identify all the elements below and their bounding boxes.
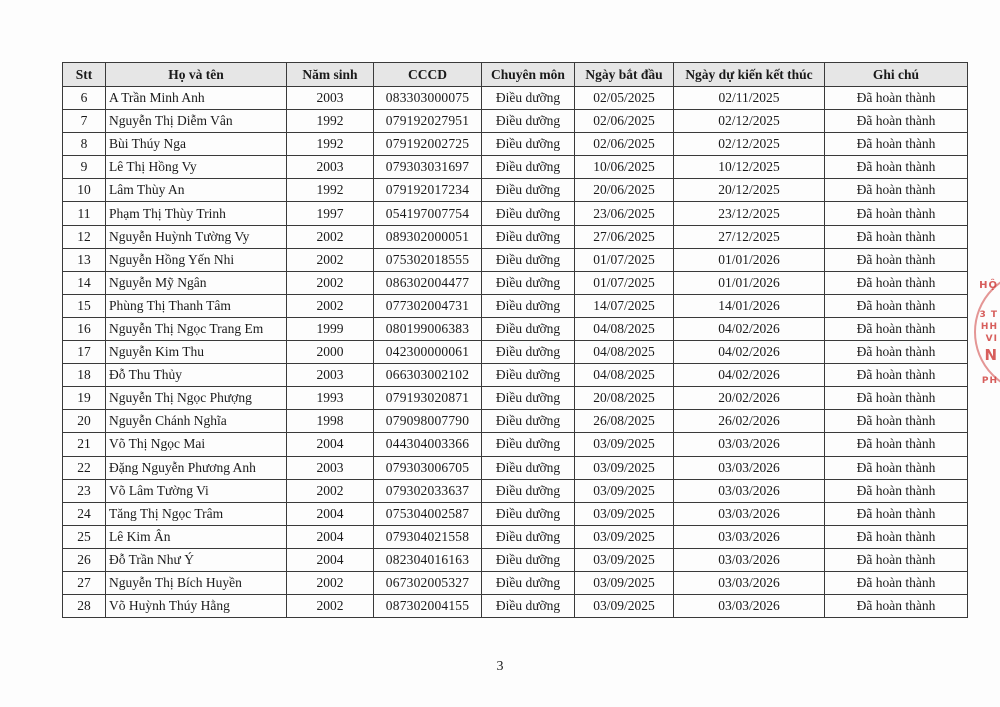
- cell-cccd: 066303002102: [374, 364, 482, 387]
- cell-stt: 15: [63, 294, 106, 317]
- cell-birth-year: 2002: [287, 271, 374, 294]
- cell-note: Đã hoàn thành: [825, 156, 968, 179]
- cell-major: Điều dưỡng: [482, 294, 575, 317]
- cell-birth-year: 1997: [287, 202, 374, 225]
- table-row: [63, 571, 968, 594]
- cell-name: Phạm Thị Thùy Trinh: [106, 202, 287, 225]
- table-row: [63, 87, 968, 110]
- cell-note: Đã hoàn thành: [825, 364, 968, 387]
- cell-cccd: 079192017234: [374, 179, 482, 202]
- cell-major: Điều dưỡng: [482, 133, 575, 156]
- cell-cccd: 087302004155: [374, 595, 482, 618]
- cell-end-date: 03/03/2026: [674, 479, 825, 502]
- cell-stt: 24: [63, 502, 106, 525]
- cell-stt: 8: [63, 133, 106, 156]
- cell-name: Đỗ Trần Như Ý: [106, 548, 287, 571]
- header-stt: Stt: [63, 63, 106, 87]
- cell-name: Phùng Thị Thanh Tâm: [106, 294, 287, 317]
- cell-name: Đặng Nguyễn Phương Anh: [106, 456, 287, 479]
- cell-birth-year: 1999: [287, 317, 374, 340]
- cell-note: Đã hoàn thành: [825, 525, 968, 548]
- header-name: Họ và tên: [106, 63, 287, 87]
- cell-cccd: 080199006383: [374, 317, 482, 340]
- cell-name: Đỗ Thu Thủy: [106, 364, 287, 387]
- cell-cccd: 044304003366: [374, 433, 482, 456]
- cell-end-date: 02/12/2025: [674, 133, 825, 156]
- header-end-date: Ngày dự kiến kết thúc: [674, 63, 825, 87]
- cell-name: Võ Thị Ngọc Mai: [106, 433, 287, 456]
- table-row: [63, 156, 968, 179]
- cell-cccd: 079192002725: [374, 133, 482, 156]
- page-number: 3: [496, 659, 504, 674]
- cell-major: Điều dưỡng: [482, 87, 575, 110]
- cell-stt: 27: [63, 571, 106, 594]
- table-row: [63, 456, 968, 479]
- cell-note: Đã hoàn thành: [825, 317, 968, 340]
- cell-major: Điều dưỡng: [482, 110, 575, 133]
- cell-note: Đã hoàn thành: [825, 410, 968, 433]
- cell-end-date: 04/02/2026: [674, 341, 825, 364]
- cell-birth-year: 1992: [287, 133, 374, 156]
- cell-stt: 14: [63, 271, 106, 294]
- cell-major: Điều dưỡng: [482, 341, 575, 364]
- cell-end-date: 03/03/2026: [674, 595, 825, 618]
- seal-text-line: HH: [980, 322, 998, 332]
- cell-cccd: 079098007790: [374, 410, 482, 433]
- cell-start-date: 02/06/2025: [575, 110, 674, 133]
- cell-stt: 26: [63, 548, 106, 571]
- cell-birth-year: 2002: [287, 571, 374, 594]
- cell-name: Nguyễn Huỳnh Tường Vy: [106, 225, 287, 248]
- cell-start-date: 03/09/2025: [575, 571, 674, 594]
- cell-start-date: 04/08/2025: [575, 364, 674, 387]
- cell-birth-year: 2002: [287, 595, 374, 618]
- cell-name: Nguyễn Chánh Nghĩa: [106, 410, 287, 433]
- cell-end-date: 01/01/2026: [674, 271, 825, 294]
- cell-end-date: 03/03/2026: [674, 502, 825, 525]
- cell-end-date: 26/02/2026: [674, 410, 825, 433]
- cell-cccd: 077302004731: [374, 294, 482, 317]
- cell-end-date: 20/02/2026: [674, 387, 825, 410]
- cell-birth-year: 2002: [287, 479, 374, 502]
- cell-end-date: 20/12/2025: [674, 179, 825, 202]
- cell-stt: 6: [63, 87, 106, 110]
- seal-text-line: 3 T: [979, 310, 998, 320]
- cell-note: Đã hoàn thành: [825, 202, 968, 225]
- cell-start-date: 02/06/2025: [575, 133, 674, 156]
- cell-stt: 12: [63, 225, 106, 248]
- cell-stt: 13: [63, 248, 106, 271]
- cell-birth-year: 2004: [287, 433, 374, 456]
- header-major: Chuyên môn: [482, 63, 575, 87]
- cell-major: Điều dưỡng: [482, 248, 575, 271]
- table-row: [63, 479, 968, 502]
- seal-text-line: PH: [981, 376, 998, 386]
- table-row: [63, 525, 968, 548]
- cell-birth-year: 1992: [287, 110, 374, 133]
- cell-major: Điều dưỡng: [482, 410, 575, 433]
- table-row: [63, 248, 968, 271]
- cell-note: Đã hoàn thành: [825, 133, 968, 156]
- cell-start-date: 03/09/2025: [575, 479, 674, 502]
- cell-start-date: 20/06/2025: [575, 179, 674, 202]
- cell-end-date: 04/02/2026: [674, 364, 825, 387]
- cell-birth-year: 2003: [287, 156, 374, 179]
- cell-cccd: 054197007754: [374, 202, 482, 225]
- header-birth-year: Năm sinh: [287, 63, 374, 87]
- cell-cccd: 075302018555: [374, 248, 482, 271]
- table-row: [63, 202, 968, 225]
- table-row: [63, 317, 968, 340]
- cell-name: Võ Lâm Tường Vi: [106, 479, 287, 502]
- cell-end-date: 03/03/2026: [674, 456, 825, 479]
- cell-end-date: 02/11/2025: [674, 87, 825, 110]
- cell-end-date: 04/02/2026: [674, 317, 825, 340]
- cell-start-date: 03/09/2025: [575, 502, 674, 525]
- cell-end-date: 23/12/2025: [674, 202, 825, 225]
- stamp-seal-fragment: [968, 262, 1000, 402]
- cell-major: Điều dưỡng: [482, 156, 575, 179]
- cell-start-date: 03/09/2025: [575, 456, 674, 479]
- cell-birth-year: 2003: [287, 456, 374, 479]
- table-row: [63, 225, 968, 248]
- cell-cccd: 042300000061: [374, 341, 482, 364]
- cell-cccd: 079193020871: [374, 387, 482, 410]
- cell-cccd: 086302004477: [374, 271, 482, 294]
- cell-note: Đã hoàn thành: [825, 271, 968, 294]
- cell-cccd: 079304021558: [374, 525, 482, 548]
- cell-cccd: 083303000075: [374, 87, 482, 110]
- cell-major: Điều dưỡng: [482, 571, 575, 594]
- table-row: [63, 179, 968, 202]
- cell-start-date: 04/08/2025: [575, 341, 674, 364]
- seal-text-line: N: [984, 346, 998, 364]
- cell-major: Điều dưỡng: [482, 525, 575, 548]
- cell-end-date: 03/03/2026: [674, 525, 825, 548]
- cell-end-date: 03/03/2026: [674, 548, 825, 571]
- cell-name: Nguyễn Thị Ngọc Phượng: [106, 387, 287, 410]
- cell-note: Đã hoàn thành: [825, 456, 968, 479]
- cell-stt: 17: [63, 341, 106, 364]
- table-body: [63, 87, 968, 618]
- header-start-date: Ngày bắt đầu: [575, 63, 674, 87]
- cell-stt: 23: [63, 479, 106, 502]
- cell-name: Nguyễn Mỹ Ngân: [106, 271, 287, 294]
- cell-start-date: 01/07/2025: [575, 248, 674, 271]
- cell-note: Đã hoàn thành: [825, 294, 968, 317]
- cell-stt: 25: [63, 525, 106, 548]
- cell-major: Điều dưỡng: [482, 202, 575, 225]
- cell-stt: 22: [63, 456, 106, 479]
- cell-stt: 11: [63, 202, 106, 225]
- header-cccd: CCCD: [374, 63, 482, 87]
- header-row: [63, 63, 968, 87]
- cell-cccd: 079303031697: [374, 156, 482, 179]
- cell-major: Điều dưỡng: [482, 502, 575, 525]
- cell-cccd: 082304016163: [374, 548, 482, 571]
- table-row: [63, 410, 968, 433]
- cell-start-date: 27/06/2025: [575, 225, 674, 248]
- cell-note: Đã hoàn thành: [825, 248, 968, 271]
- cell-name: Nguyễn Kim Thu: [106, 341, 287, 364]
- cell-stt: 28: [63, 595, 106, 618]
- cell-cccd: 089302000051: [374, 225, 482, 248]
- cell-name: Tăng Thị Ngọc Trâm: [106, 502, 287, 525]
- cell-name: Nguyễn Thị Ngọc Trang Em: [106, 317, 287, 340]
- cell-cccd: 075304002587: [374, 502, 482, 525]
- cell-note: Đã hoàn thành: [825, 225, 968, 248]
- cell-end-date: 27/12/2025: [674, 225, 825, 248]
- cell-name: Lê Thị Hồng Vy: [106, 156, 287, 179]
- cell-start-date: 04/08/2025: [575, 317, 674, 340]
- cell-start-date: 02/05/2025: [575, 87, 674, 110]
- cell-note: Đã hoàn thành: [825, 179, 968, 202]
- cell-major: Điều dưỡng: [482, 317, 575, 340]
- cell-start-date: 14/07/2025: [575, 294, 674, 317]
- cell-stt: 16: [63, 317, 106, 340]
- table-row: [63, 548, 968, 571]
- cell-stt: 18: [63, 364, 106, 387]
- cell-birth-year: 2002: [287, 248, 374, 271]
- cell-birth-year: 2003: [287, 87, 374, 110]
- header-note: Ghi chú: [825, 63, 968, 87]
- cell-birth-year: 2004: [287, 525, 374, 548]
- cell-major: Điều dưỡng: [482, 548, 575, 571]
- table-row: [63, 433, 968, 456]
- table-row: [63, 364, 968, 387]
- cell-note: Đã hoàn thành: [825, 87, 968, 110]
- cell-cccd: 067302005327: [374, 571, 482, 594]
- cell-start-date: 26/08/2025: [575, 410, 674, 433]
- cell-end-date: 01/01/2026: [674, 248, 825, 271]
- cell-major: Điều dưỡng: [482, 225, 575, 248]
- cell-note: Đã hoàn thành: [825, 571, 968, 594]
- cell-note: Đã hoàn thành: [825, 341, 968, 364]
- cell-note: Đã hoàn thành: [825, 479, 968, 502]
- cell-name: Võ Huỳnh Thúy Hằng: [106, 595, 287, 618]
- cell-birth-year: 2000: [287, 341, 374, 364]
- table-header: [63, 63, 968, 87]
- cell-birth-year: 1992: [287, 179, 374, 202]
- cell-end-date: 10/12/2025: [674, 156, 825, 179]
- table-row: [63, 341, 968, 364]
- cell-cccd: 079302033637: [374, 479, 482, 502]
- cell-birth-year: 2002: [287, 225, 374, 248]
- cell-end-date: 14/01/2026: [674, 294, 825, 317]
- cell-major: Điều dưỡng: [482, 271, 575, 294]
- seal-text-line: HỘ: [979, 280, 998, 291]
- cell-stt: 7: [63, 110, 106, 133]
- cell-note: Đã hoàn thành: [825, 595, 968, 618]
- cell-birth-year: 1998: [287, 410, 374, 433]
- staff-table: [62, 62, 968, 618]
- cell-start-date: 03/09/2025: [575, 433, 674, 456]
- cell-major: Điều dưỡng: [482, 433, 575, 456]
- cell-stt: 20: [63, 410, 106, 433]
- cell-note: Đã hoàn thành: [825, 548, 968, 571]
- cell-name: Nguyễn Hồng Yến Nhi: [106, 248, 287, 271]
- cell-cccd: 079303006705: [374, 456, 482, 479]
- cell-birth-year: 2003: [287, 364, 374, 387]
- cell-major: Điều dưỡng: [482, 387, 575, 410]
- seal-text-line: VI: [985, 334, 998, 344]
- cell-birth-year: 1993: [287, 387, 374, 410]
- table-row: [63, 110, 968, 133]
- cell-note: Đã hoàn thành: [825, 387, 968, 410]
- cell-start-date: 03/09/2025: [575, 525, 674, 548]
- table-row: [63, 502, 968, 525]
- cell-name: Bùi Thúy Nga: [106, 133, 287, 156]
- cell-major: Điều dưỡng: [482, 364, 575, 387]
- cell-start-date: 01/07/2025: [575, 271, 674, 294]
- cell-stt: 9: [63, 156, 106, 179]
- table-row: [63, 595, 968, 618]
- cell-note: Đã hoàn thành: [825, 502, 968, 525]
- cell-start-date: 20/08/2025: [575, 387, 674, 410]
- cell-cccd: 079192027951: [374, 110, 482, 133]
- table-row: [63, 294, 968, 317]
- table-row: [63, 133, 968, 156]
- cell-major: Điều dưỡng: [482, 179, 575, 202]
- cell-birth-year: 2004: [287, 502, 374, 525]
- cell-stt: 19: [63, 387, 106, 410]
- cell-note: Đã hoàn thành: [825, 433, 968, 456]
- cell-stt: 21: [63, 433, 106, 456]
- cell-start-date: 03/09/2025: [575, 595, 674, 618]
- cell-stt: 10: [63, 179, 106, 202]
- table-row: [63, 387, 968, 410]
- cell-birth-year: 2002: [287, 294, 374, 317]
- cell-note: Đã hoàn thành: [825, 110, 968, 133]
- cell-major: Điều dưỡng: [482, 479, 575, 502]
- cell-start-date: 10/06/2025: [575, 156, 674, 179]
- cell-name: Lê Kim Ân: [106, 525, 287, 548]
- cell-major: Điều dưỡng: [482, 456, 575, 479]
- cell-end-date: 03/03/2026: [674, 433, 825, 456]
- cell-major: Điều dưỡng: [482, 595, 575, 618]
- cell-name: Nguyễn Thị Bích Huyền: [106, 571, 287, 594]
- cell-start-date: 03/09/2025: [575, 548, 674, 571]
- cell-name: Nguyễn Thị Diễm Vân: [106, 110, 287, 133]
- cell-name: Lâm Thùy An: [106, 179, 287, 202]
- table-row: [63, 271, 968, 294]
- cell-end-date: 02/12/2025: [674, 110, 825, 133]
- cell-birth-year: 2004: [287, 548, 374, 571]
- cell-end-date: 03/03/2026: [674, 571, 825, 594]
- cell-name: A Trần Minh Anh: [106, 87, 287, 110]
- cell-start-date: 23/06/2025: [575, 202, 674, 225]
